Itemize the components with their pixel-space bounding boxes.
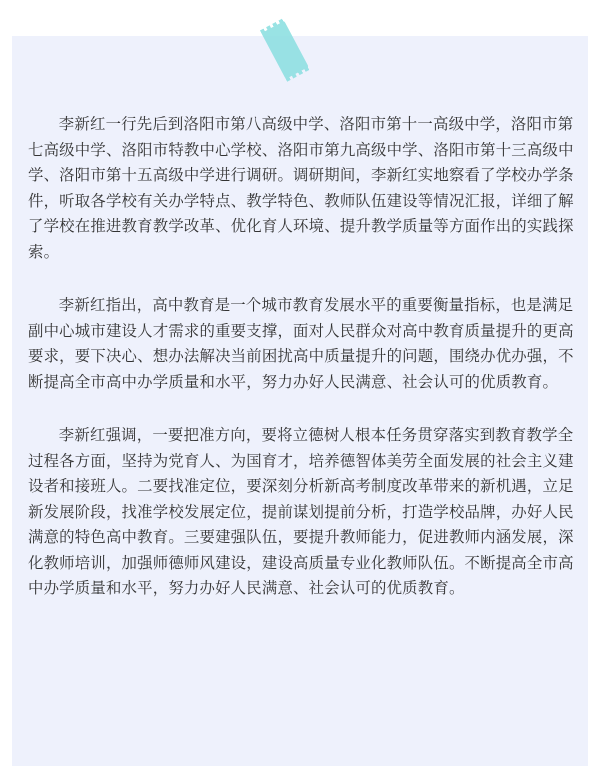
- paragraph-1: 李新红一行先后到洛阳市第八高级中学、洛阳市第十一高级中学，洛阳市第七高级中学、洛阳市特教中心学校、洛阳市第九高级中学、洛阳市第十三高级中学、洛阳市第十五高级中学进行调研。调研期间，李新红实地察看了学校办学条件，听取各学校有关办学特点、教学特色、教师队伍建设等情况汇报，详细了解了学校在推进教育教学改革、优化育人环境、提升教学质量等方面作出的实践探索。: [28, 115, 574, 261]
- paragraph-2: 李新红指出，高中教育是一个城市教育发展水平的重要衡量指标，也是满足副中心城市建设人才需求的重要支撑，面对人民群众对高中教育质量提升的更高要求，要下决心、想办法解决当前困扰高中质量提升的问题，围绕办优办强，不断提高全市高中办学质量和水平，努力办好人民满意、社会认可的优质教育。: [28, 296, 574, 391]
- article-body: [28, 112, 580, 630]
- paragraph-3: 李新红强调，一要把准方向，要将立德树人根本任务贯穿落实到教育教学全过程各方面，坚持为党育人、为国育才，培养德智体美劳全面发展的社会主义建设者和接班人。二要找准定位，要深刻分析新高考制度改革带来的新机遇，立足新发展阶段，找准学校发展定位，提前谋划提前分析，打造学校品牌，办好人民满意的特色高中教育。三要建强队伍，要提升教师能力，促进教师内涵发展，深化教师培训，加强师德师风建设，建设高质量专业化教师队伍。不断提高全市高中办学质量和水平，努力办好人民满意、社会认可的优质教育。: [28, 426, 574, 597]
